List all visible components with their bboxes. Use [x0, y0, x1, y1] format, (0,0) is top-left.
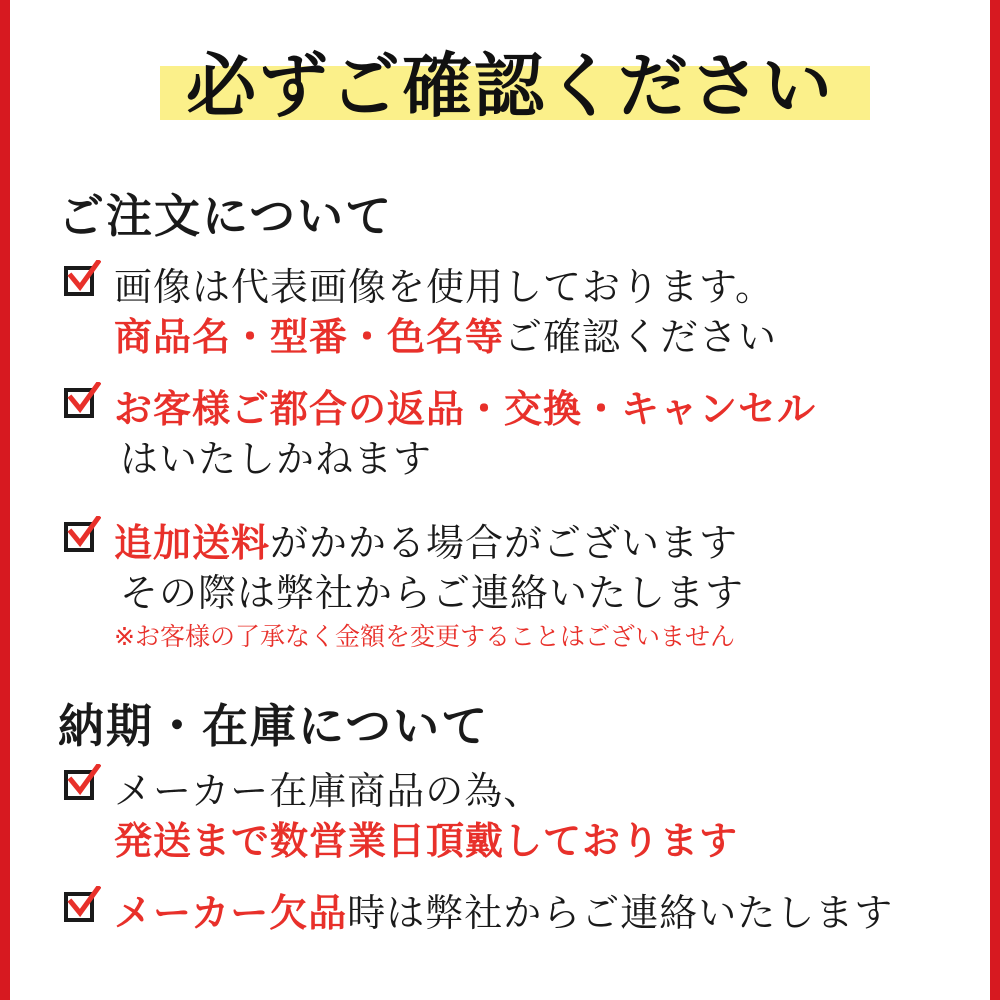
check-item-lines [114, 888, 984, 938]
checkbox-icon [64, 266, 100, 302]
check-item-lines [114, 262, 984, 362]
check-item-line [114, 816, 984, 866]
check-item-line [114, 518, 984, 568]
notice-inner [20, 0, 1000, 1000]
text-segment: 画像は代表画像を使用しております。 [114, 265, 774, 309]
check-item [64, 518, 984, 656]
page-title: 必ずご確認ください [186, 45, 834, 127]
check-item-line [114, 888, 984, 938]
checkbox-icon [64, 770, 100, 806]
page-title-block [20, 36, 1000, 136]
checkbox-icon [64, 522, 100, 558]
check-item-line [114, 312, 984, 362]
text-segment: ご確認ください [504, 315, 778, 359]
check-item-note: ※お客様の了承なく金額を変更することはございません [114, 622, 735, 651]
text-segment-accent: 商品名・型番・色名等 [114, 315, 505, 359]
section-heading-order: ご注文について [58, 189, 394, 243]
check-item-line [114, 384, 984, 434]
check-item-lines [114, 384, 984, 484]
check-item [64, 262, 984, 362]
checkbox-icon [64, 388, 100, 424]
check-item-line [114, 766, 984, 816]
check-item-lines [114, 518, 984, 618]
check-item [64, 384, 984, 484]
text-segment: はいたしかねます [120, 437, 433, 481]
check-item-line [114, 434, 984, 484]
text-segment: その際は弊社からご連絡いたします [120, 571, 745, 615]
check-item-line [114, 568, 984, 618]
text-segment: メーカー在庫商品の為、 [114, 769, 543, 813]
check-item [64, 766, 984, 866]
text-segment-accent: 発送まで数営業日頂戴しております [114, 819, 739, 863]
text-segment-accent: メーカー欠品 [114, 891, 348, 935]
text-segment: 時は弊社からご連絡いたします [347, 891, 894, 935]
checkbox-icon [64, 892, 100, 928]
check-item-lines [114, 766, 984, 866]
text-segment: がかかる場合がございます [270, 521, 739, 565]
section-heading-stock: 納期・在庫について [58, 699, 490, 753]
text-segment-accent: 追加送料 [114, 521, 271, 565]
text-segment-accent: お客様ご都合の返品・交換・キャンセル [114, 387, 817, 431]
check-item [64, 888, 984, 938]
check-item-line [114, 262, 984, 312]
